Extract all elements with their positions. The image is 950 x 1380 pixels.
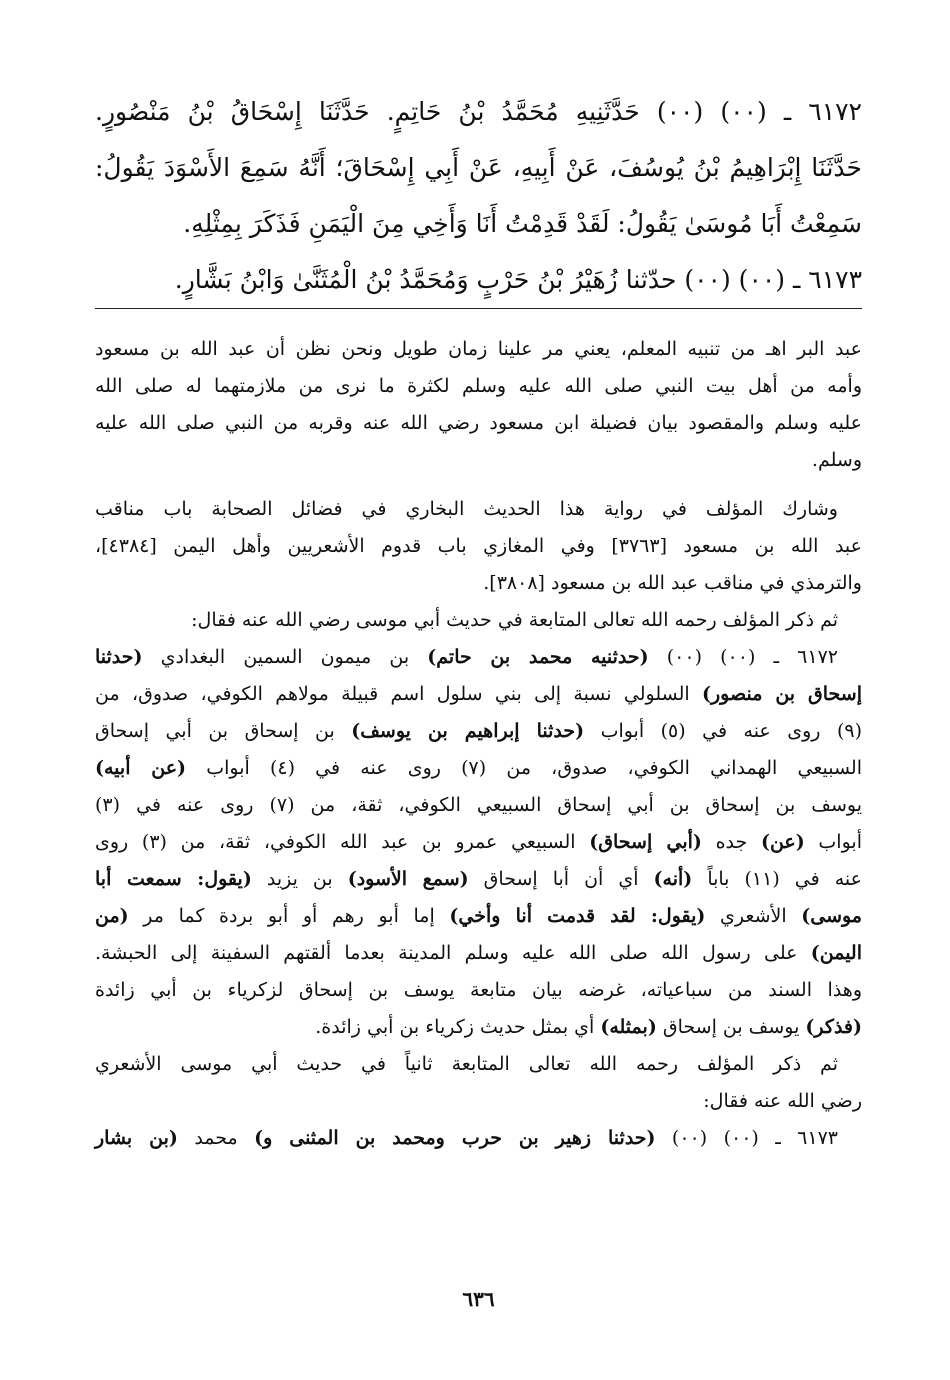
hadith-line-1: ٦١٧٢ ـ (٠٠) (٠٠) حَدَّثَنِيهِ مُحَمَّدُ بْنُ حَاتِمٍ. حَدَّثَنَا إِسْحَاقُ بْنُ مَنْصُورٍ. [95,97,862,126]
bold-quote: إسحاق بن منصور) [702,683,862,705]
text-segment: إما أبو رهم أو أبو بردة كما مر [128,905,450,927]
commentary-line [95,824,862,861]
bold-quote: (عن أبيه) [95,757,187,779]
hadith-line-2: حَدَّثَنَا إِبْرَاهِيمُ بْنُ يُوسُفَ، عَنْ أَبِيهِ، عَنْ أَبِي إِسْحَاقَ؛ أَنَّهُ سَمِعَ الأَسْوَدَ يَقُولُ: [95,153,862,182]
text-segment: أبواب [804,831,862,853]
commentary-line: وهذا السند من سباعياته، غرضه بيان متابعة يوسف بن إسحاق لزكرياء بن أبي زائدة [95,979,862,1001]
commentary-line: وأمه من أهل بيت النبي صلى الله عليه وسلم لكثرة ما نرى من ملازمتهما له صلى الله [95,375,862,397]
commentary-line [95,676,862,713]
commentary [95,331,862,1157]
text-segment: محمد [177,1127,255,1149]
commentary-line: وشارك المؤلف في رواية هذا الحديث البخاري في فضائل الصحابة باب مناقب [95,498,838,520]
commentary-line: عبد الله بن مسعود [٣٧٦٣] وفي المغازي باب قدوم الأشعريين وأهل اليمن [٤٣٨٤]، [95,535,863,557]
bold-quote: (حدثنيه محمد بن حاتم) [427,646,649,668]
bold-quote: (حدثنا [95,646,143,668]
bold-quote: اليمن) [810,942,862,964]
bold-quote: (حدثنا زهير بن حرب ومحمد بن المثنى و) [254,1127,656,1149]
bold-quote: (حدثنا إبراهيم بن يوسف) [351,720,585,742]
commentary-paragraph-4 [95,639,862,1046]
text-segment: جده [701,831,761,853]
text-segment: عنه في (١١) باباً [692,868,862,890]
commentary-line: عليه وسلم والمقصود بيان فضيلة ابن مسعود رضي الله عنه وقربه من النبي صلى الله عليه [95,412,862,434]
commentary-line: وسلم. [811,449,862,471]
bold-quote: (فذكر) [805,1016,862,1038]
text-segment: ٦١٧٣ ـ (٠٠) (٠٠) [655,1127,838,1149]
page [95,0,862,1380]
commentary-paragraph-6 [95,1120,862,1157]
bold-quote: (بن بشار [95,1127,178,1149]
text-segment: أي بمثل حديث زكرياء بن أبي زائدة. [315,1016,601,1038]
bold-quote: موسى) [801,905,862,927]
text-segment: ٦١٧٢ ـ (٠٠) (٠٠) [648,646,838,668]
commentary-line [95,713,862,750]
bold-quote: (يقول: سمعت أبا [95,868,252,890]
hadith-line-4: ٦١٧٣ ـ (٠٠) (٠٠) حدّثنا زُهَيْرُ بْنُ حَرْبٍ وَمُحَمَّدُ بْنُ الْمُثَنَّىٰ وَابْنُ بَشَّارٍ. [174,265,862,294]
commentary-line [95,1009,862,1046]
bold-quote: (بمثله) [600,1016,657,1038]
commentary-line [95,898,862,935]
commentary-paragraph-3 [95,602,862,639]
commentary-line: رضي الله عنه فقال: [703,1090,862,1112]
commentary-line: عبد البر اهـ من تنبيه المعلم، يعني مر علينا زمان طويل ونحن نظن أن عبد الله بن مسعود [95,338,862,360]
text-segment: على رسول الله صلى الله عليه وسلم المدينة بعدما ألقتهم السفينة إلى الحبشة. [95,942,811,964]
commentary-line: يوسف بن إسحاق بن أبي إسحاق السبيعي الكوفي، ثقة، من (٧) روى عنه في (٣) [95,794,862,816]
bold-quote: (عن) [760,831,805,853]
commentary-line [95,750,862,787]
commentary-line [95,861,862,898]
commentary-line: ثم ذكر المؤلف رحمه الله تعالى المتابعة في حديث أبي موسى رضي الله عنه فقال: [191,609,838,631]
bold-quote: (أنه) [653,868,693,890]
text-segment: السبيعي الهمداني الكوفي، صدوق، من (٧) روى عنه في (٤) أبواب [186,757,862,779]
commentary-line [95,1120,862,1157]
hadith-line-3: سَمِعْتُ أَبَا مُوسَىٰ يَقُولُ: لَقَدْ قَدِمْتُ أَنَا وَأَخِي مِنَ الْيَمَنِ فَذَكَرَ بِمِثْلِهِ. [183,209,862,238]
commentary-paragraph-5 [95,1046,862,1120]
text-segment: الأشعري [705,905,802,927]
bold-quote: (أبي إسحاق) [589,831,702,853]
text-segment: (٩) روى عنه في (٥) أبواب [584,720,862,742]
text-segment: بن إسحاق بن أبي إسحاق [95,720,352,742]
separator-line [95,308,862,309]
text-segment: السلولي نسبة إلى بني سلول اسم قبيلة مولاهم الكوفي، صدوق، من [95,683,703,705]
hadith-text [95,84,862,308]
commentary-line [95,639,862,676]
commentary-line: والترمذي في مناقب عبد الله بن مسعود [٣٨٠٨]. [483,572,862,594]
text-segment: السبيعي عمرو بن عبد الله الكوفي، ثقة، من (٣) روى [95,831,590,853]
commentary-line: ثم ذكر المؤلف رحمه الله تعالى المتابعة ثانياً في حديث أبي موسى الأشعري [95,1053,838,1075]
text-segment: أي أن أبا إسحاق [468,868,654,890]
text-segment: بن يزيد [251,868,348,890]
text-segment: بن ميمون السمين البغدادي [142,646,428,668]
text-segment: يوسف بن إسحاق [656,1016,806,1038]
bold-quote: (سمع الأسود) [347,868,469,890]
commentary-paragraph-2 [95,491,862,602]
page-number: ٦٣٦ [462,1287,495,1311]
commentary-line [95,935,862,972]
bold-quote: (من [95,905,129,927]
commentary-paragraph-1 [95,331,862,479]
bold-quote: (يقول: لقد قدمت أنا وأخي) [449,905,706,927]
